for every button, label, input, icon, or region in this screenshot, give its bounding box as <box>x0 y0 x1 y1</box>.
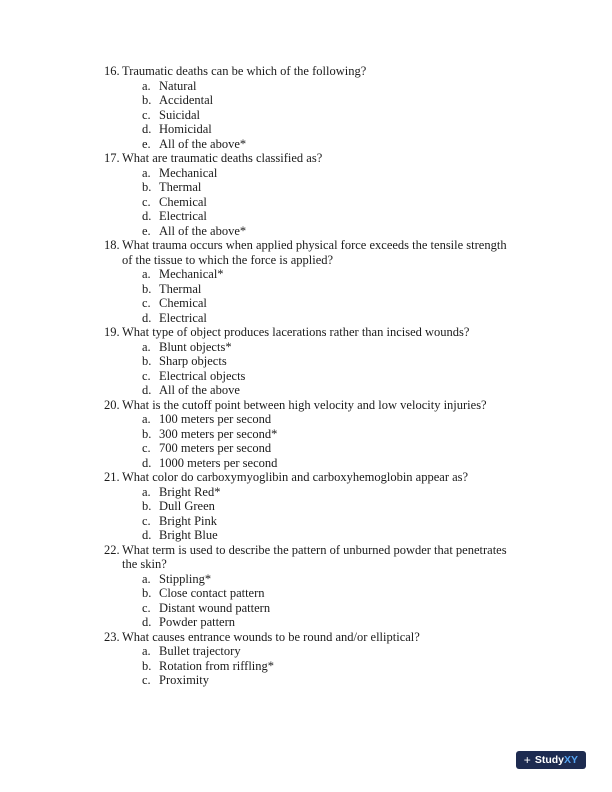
question-item <box>104 543 519 630</box>
option-letter: b. <box>142 499 152 513</box>
option-text: Mechanical* <box>159 267 224 281</box>
option-letter: a. <box>142 571 151 586</box>
option-text: Bright Blue <box>159 528 218 542</box>
option-letter: b. <box>142 426 152 441</box>
option-letter: b. <box>142 658 152 673</box>
option-letter: a. <box>142 165 151 180</box>
option-item <box>142 296 519 311</box>
option-letter: c. <box>142 296 151 310</box>
option-text: 1000 meters per second <box>159 455 278 470</box>
option-letter: b. <box>142 180 152 194</box>
option-item <box>142 267 519 282</box>
question-line <box>104 151 519 166</box>
option-letter: c. <box>142 107 151 122</box>
option-letter: c. <box>142 441 151 455</box>
question-item <box>104 470 519 543</box>
question-item <box>104 325 519 398</box>
option-text: Electrical <box>159 209 207 223</box>
question-number: 16. <box>104 64 120 78</box>
option-letter: d. <box>142 383 152 397</box>
option-letter: e. <box>142 223 151 238</box>
option-item <box>142 282 519 297</box>
option-letter: a. <box>142 412 151 426</box>
option-letter: b. <box>142 93 152 107</box>
question-list <box>104 64 519 688</box>
question-number: 18. <box>104 238 120 252</box>
option-text: 100 meters per second <box>159 412 272 426</box>
option-text: Suicidal <box>159 107 200 122</box>
option-letter: a. <box>142 339 151 354</box>
question-line <box>104 238 519 267</box>
question-text: Traumatic deaths can be which of the following? <box>122 64 367 78</box>
option-item <box>142 108 519 123</box>
option-text: 700 meters per second <box>159 441 272 455</box>
option-item <box>142 209 519 224</box>
brand-wordmark <box>535 754 578 766</box>
option-item <box>142 514 519 529</box>
option-item <box>142 93 519 108</box>
brand-xy: XY <box>563 754 578 766</box>
option-text: Chemical <box>159 296 207 310</box>
question-text: What are traumatic deaths classified as? <box>122 151 323 165</box>
option-item <box>142 659 519 674</box>
question-line <box>104 470 519 485</box>
quiz-content <box>104 64 519 688</box>
option-letter: c. <box>142 513 151 528</box>
option-text: Electrical <box>159 310 207 325</box>
option-item <box>142 601 519 616</box>
option-item <box>142 224 519 239</box>
question-line <box>104 543 519 572</box>
question-item <box>104 630 519 688</box>
brand-study: Study <box>534 754 564 766</box>
option-text: Bright Pink <box>159 513 217 528</box>
option-text: Stippling* <box>159 571 212 586</box>
option-letter: e. <box>142 136 151 151</box>
question-number: 17. <box>104 151 120 165</box>
option-letter: d. <box>142 455 152 470</box>
option-text: All of the above* <box>159 223 247 238</box>
option-text: Thermal <box>159 281 202 296</box>
option-item <box>142 572 519 587</box>
question-item <box>104 151 519 238</box>
option-item <box>142 383 519 398</box>
question-line <box>104 398 519 413</box>
option-item <box>142 412 519 427</box>
question-text: What causes entrance wounds to be round and/or elliptical? <box>122 629 420 644</box>
option-text: Bullet trajectory <box>159 644 241 658</box>
option-text: All of the above <box>159 383 240 397</box>
option-text: All of the above* <box>159 136 247 151</box>
option-letter: c. <box>142 194 151 209</box>
option-text: Dull Green <box>159 499 215 513</box>
question-line <box>104 630 519 645</box>
option-item <box>142 586 519 601</box>
option-item <box>142 485 519 500</box>
option-text: Natural <box>159 78 197 93</box>
question-number: 20. <box>104 397 120 412</box>
option-item <box>142 615 519 630</box>
option-letter: b. <box>142 586 152 600</box>
option-letter: a. <box>142 267 151 281</box>
question-number: 23. <box>104 629 120 644</box>
option-item <box>142 354 519 369</box>
option-item <box>142 311 519 326</box>
option-item <box>142 441 519 456</box>
option-text: Distant wound pattern <box>159 600 271 615</box>
option-text: Blunt objects* <box>159 339 232 354</box>
option-letter: a. <box>142 484 151 499</box>
option-item <box>142 166 519 181</box>
option-item <box>142 180 519 195</box>
question-item <box>104 238 519 325</box>
question-number: 21. <box>104 470 120 484</box>
option-item <box>142 137 519 152</box>
option-item <box>142 673 519 688</box>
option-text: Electrical objects <box>159 368 246 383</box>
option-text: Thermal <box>159 180 202 194</box>
option-letter: a. <box>142 644 151 658</box>
question-number: 19. <box>104 325 120 339</box>
option-text: 300 meters per second* <box>159 426 278 441</box>
option-letter: c. <box>142 600 151 615</box>
question-item <box>104 64 519 151</box>
plus-icon: + <box>523 752 531 767</box>
option-text: Homicidal <box>159 122 212 136</box>
option-item <box>142 340 519 355</box>
question-text: What type of object produces lacerations rather than incised wounds? <box>122 325 470 339</box>
option-letter: b. <box>142 281 152 296</box>
option-letter: d. <box>142 310 152 325</box>
question-line <box>104 325 519 340</box>
option-text: Accidental <box>159 93 214 107</box>
option-letter: d. <box>142 122 152 136</box>
option-item <box>142 79 519 94</box>
question-text: What term is used to describe the pattern of unburned powder that penetrates the skin? <box>122 542 507 571</box>
option-item <box>142 456 519 471</box>
option-letter: b. <box>142 354 152 368</box>
question-text: What trauma occurs when applied physical force exceeds the tensile strength of the tissue to which the force is applied? <box>122 238 507 267</box>
option-text: Mechanical <box>159 165 218 180</box>
option-letter: d. <box>142 209 152 223</box>
option-text: Powder pattern <box>159 615 236 629</box>
question-text: What color do carboxymyoglibin and carboxyhemoglobin appear as? <box>122 470 469 484</box>
option-text: Bright Red* <box>159 484 221 499</box>
option-text: Proximity <box>159 673 210 687</box>
option-letter: d. <box>142 615 152 629</box>
option-text: Rotation from riffling* <box>159 658 275 673</box>
option-item <box>142 122 519 137</box>
option-item <box>142 427 519 442</box>
option-text: Close contact pattern <box>159 586 265 600</box>
option-text: Sharp objects <box>159 354 227 368</box>
question-line <box>104 64 519 79</box>
option-letter: d. <box>142 528 152 542</box>
studyxy-badge[interactable] <box>516 751 586 769</box>
option-item <box>142 644 519 659</box>
option-item <box>142 499 519 514</box>
option-item <box>142 195 519 210</box>
question-text: What is the cutoff point between high velocity and low velocity injuries? <box>122 397 487 412</box>
option-item <box>142 369 519 384</box>
option-text: Chemical <box>159 194 207 209</box>
question-item <box>104 398 519 471</box>
option-letter: c. <box>142 673 151 687</box>
option-item <box>142 528 519 543</box>
option-letter: a. <box>142 78 151 93</box>
option-letter: c. <box>142 368 151 383</box>
question-number: 22. <box>104 542 120 557</box>
